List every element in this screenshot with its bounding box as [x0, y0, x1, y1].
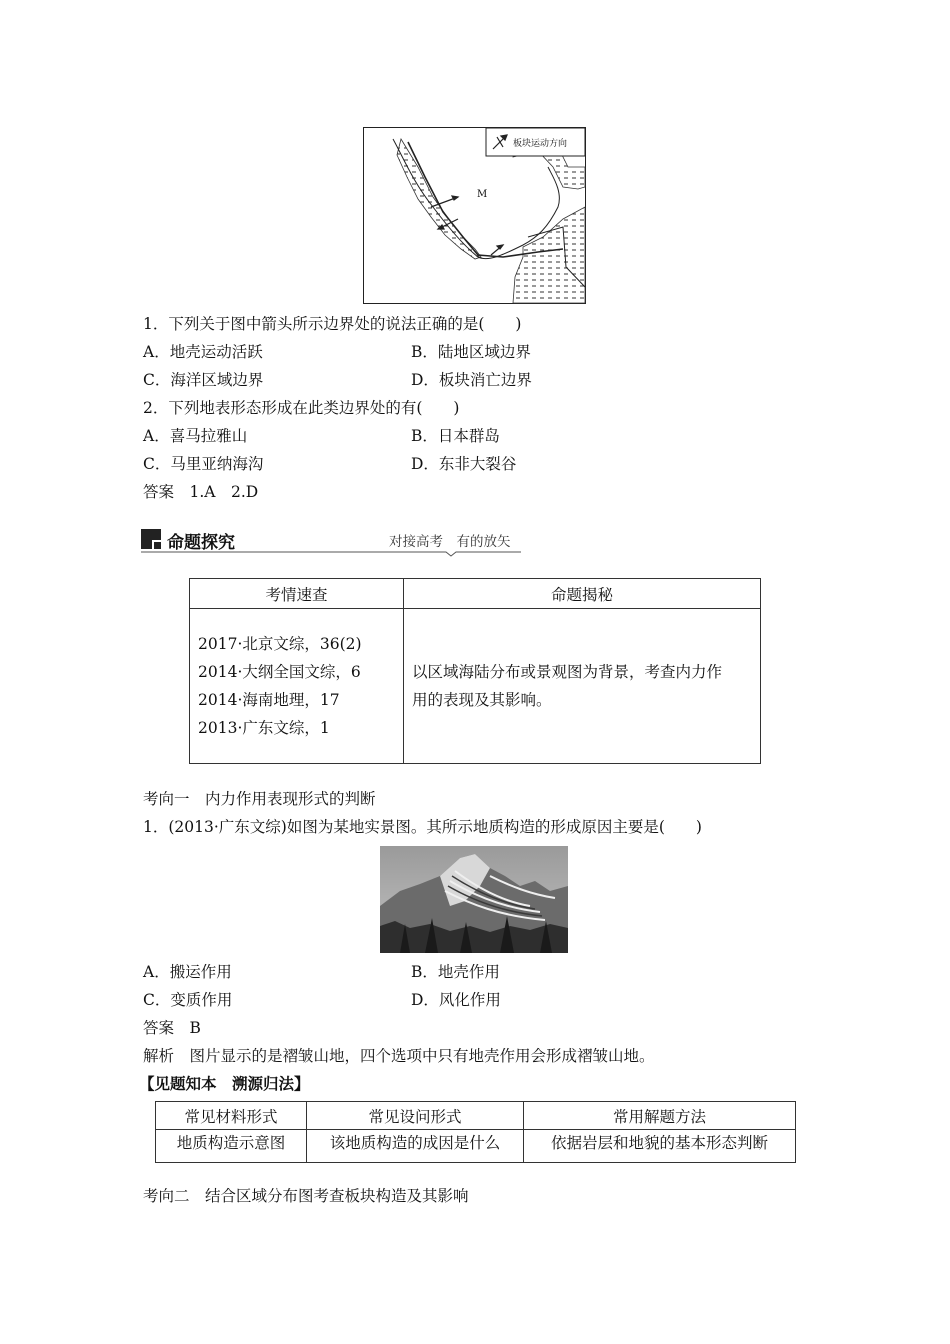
section-header [141, 527, 521, 557]
option-a: A．喜马拉雅山 [143, 427, 248, 445]
map-figure [363, 127, 586, 304]
exam-sources [190, 609, 404, 764]
direction-1-question: 1．(2013·广东文综)如图为某地实景图。其所示地质构造的形成原因主要是( ) [143, 818, 702, 836]
option-c: C．马里亚纳海沟 [143, 455, 264, 473]
direction-2-title: 考向二 结合区域分布图考查板块构造及其影响 [143, 1187, 469, 1205]
source-line: 2014·大纲全国文综，6 [198, 663, 361, 681]
option-a: A．地壳运动活跃 [143, 343, 263, 361]
summary-table [155, 1101, 796, 1163]
insight-line: 用的表现及其影响。 [412, 691, 552, 709]
source-line: 2013·广东文综，1 [198, 719, 330, 737]
option-c: C．海洋区域边界 [143, 371, 264, 389]
exam-insight [404, 609, 761, 764]
table-header: 常见设问形式 [307, 1102, 524, 1130]
option-c: C．变质作用 [143, 991, 233, 1009]
option-d: D．东非大裂谷 [411, 455, 517, 473]
direction-1-title: 考向一 内力作用表现形式的判断 [143, 790, 376, 808]
answer: 答案 B [143, 1019, 201, 1037]
source-line: 2014·海南地理，17 [198, 691, 340, 709]
mountain-photo [380, 846, 568, 953]
marker-m: M [477, 189, 488, 200]
section-square-icon [141, 529, 161, 549]
option-d: D．板块消亡边界 [411, 371, 532, 389]
exam-info-table [189, 578, 761, 764]
summary-title: 【见题知本 溯源归法】 [139, 1074, 310, 1093]
insight-line: 以区域海陆分布或景观图为背景，考查内力作 [412, 663, 723, 681]
table-header: 常见材料形式 [156, 1102, 307, 1130]
option-a: A．搬运作用 [143, 963, 232, 981]
section-title: 命题探究 [167, 533, 235, 553]
answer: 答案 1.A 2.D [143, 483, 259, 501]
source-line: 2017·北京文综，36(2) [198, 635, 362, 653]
plate-map [363, 127, 586, 304]
question-2: 2．下列地表形态形成在此类边界处的有( ) [143, 399, 460, 417]
table-cell: 该地质构造的成因是什么 [307, 1130, 524, 1163]
table-header: 考情速查 [190, 579, 404, 609]
analysis: 解析 图片显示的是褶皱山地，四个选项中只有地壳作用会形成褶皱山地。 [143, 1047, 655, 1065]
section-subtitle: 对接高考 有的放矢 [389, 534, 511, 550]
legend-label: 板块运动方向 [513, 139, 568, 149]
option-b: B．陆地区域边界 [411, 343, 531, 361]
section-underline [141, 549, 521, 557]
table-cell: 依据岩层和地貌的基本形态判断 [524, 1130, 796, 1163]
option-b: B．日本群岛 [411, 427, 500, 445]
option-d: D．风化作用 [411, 991, 501, 1009]
question-1: 1．下列关于图中箭头所示边界处的说法正确的是( ) [143, 315, 522, 333]
table-cell: 地质构造示意图 [156, 1130, 307, 1163]
table-header: 命题揭秘 [404, 579, 761, 609]
table-header: 常用解题方法 [524, 1102, 796, 1130]
option-b: B．地壳作用 [411, 963, 500, 981]
